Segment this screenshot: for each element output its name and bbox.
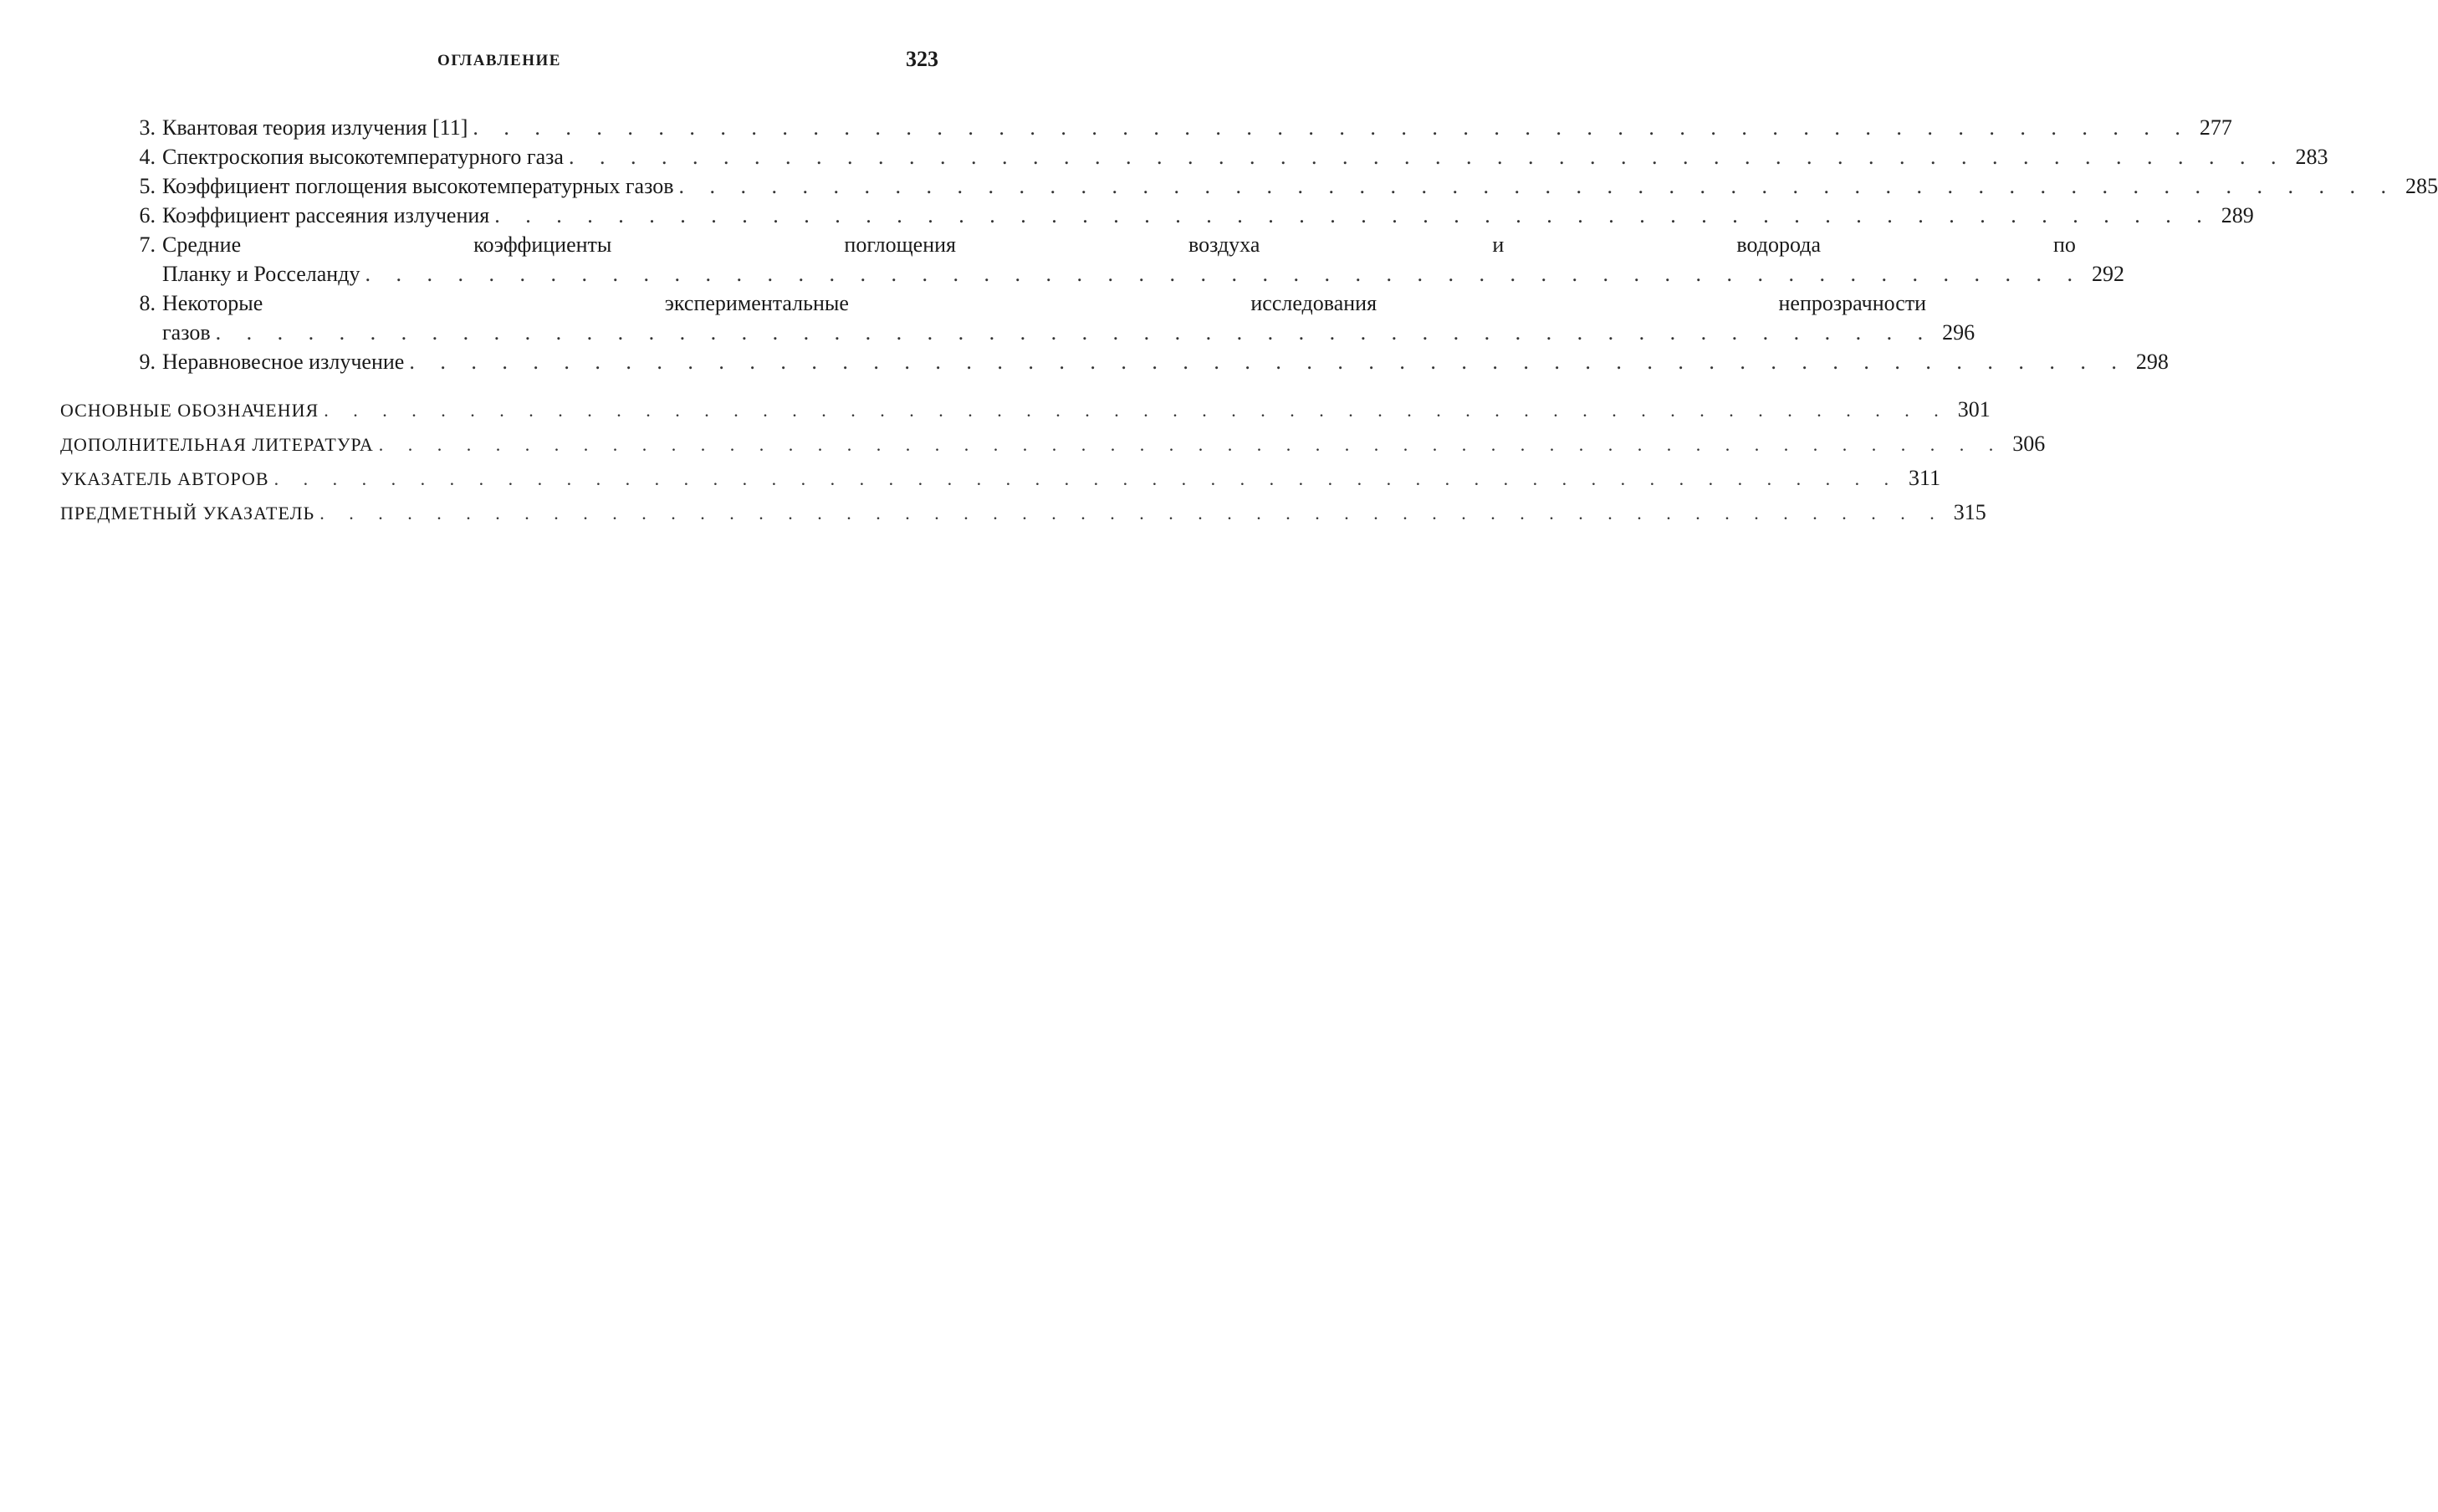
dot-leader	[678, 171, 2396, 201]
entry-title: Спектроскопия высокотемпературного газа	[162, 145, 564, 169]
section-page: 315	[1953, 500, 1986, 524]
running-title: ОГЛАВЛЕНИЕ	[437, 52, 561, 69]
toc-section-entry	[60, 498, 1986, 529]
toc-entry	[60, 142, 2328, 171]
dot-leader	[216, 318, 1934, 347]
dot-leader	[569, 142, 2287, 171]
dot-leader	[274, 464, 1899, 494]
entry-number: 6.	[139, 203, 156, 227]
toc-entry	[60, 201, 2254, 230]
section-page: 301	[1957, 397, 1991, 421]
running-head	[60, 47, 938, 80]
toc-section-entry	[60, 463, 1941, 494]
entry-title: Коэффициент рассеяния излучения	[162, 203, 490, 227]
entry-title-line-1: Средние коэффициенты поглощения воздуха и водорода по	[162, 232, 2076, 257]
entry-title-line-2: газов	[162, 320, 211, 345]
entry-number: 4.	[139, 145, 156, 169]
dot-leader	[319, 498, 1945, 529]
entry-page: 283	[2295, 145, 2328, 169]
toc-entry	[60, 171, 2438, 201]
dot-leader	[365, 259, 2083, 289]
toc-entry	[60, 230, 2124, 289]
entry-number: 8.	[139, 291, 156, 315]
entry-title: Коэффициент поглощения высокотемпературных газов	[162, 174, 674, 198]
toc-section-entry	[60, 429, 2046, 460]
dot-leader	[494, 201, 2212, 230]
section-title: ПРЕДМЕТНЫЙ УКАЗАТЕЛЬ	[60, 503, 315, 524]
toc-entry	[60, 347, 2169, 376]
entry-title: Неравновесное излучение	[162, 350, 405, 374]
entry-title: Квантовая теория излучения [11]	[162, 115, 468, 140]
toc-section-entry	[60, 395, 1991, 426]
entry-number: 5.	[139, 174, 156, 198]
entry-number: 7.	[139, 232, 156, 257]
entry-page: 277	[2199, 115, 2232, 140]
toc-entry	[60, 289, 1975, 347]
dot-leader	[379, 430, 2004, 460]
table-of-contents	[60, 113, 2438, 532]
dot-leader	[473, 113, 2190, 142]
toc-entry	[60, 113, 2232, 142]
entry-title-line-1: Некоторые экспериментальные исследования непрозрачности	[162, 291, 1927, 315]
section-page: 311	[1909, 466, 1941, 490]
section-title: ОСНОВНЫЕ ОБОЗНАЧЕНИЯ	[60, 400, 319, 421]
dot-leader	[409, 347, 2127, 376]
entry-page: 296	[1942, 320, 1975, 345]
entry-title-line-2: Планку и Росселанду	[162, 262, 360, 286]
entry-page: 289	[2221, 203, 2254, 227]
entry-page: 298	[2135, 350, 2169, 374]
section-title: УКАЗАТЕЛЬ АВТОРОВ	[60, 468, 269, 489]
page-number: 323	[906, 47, 938, 71]
entry-page: 285	[2405, 174, 2438, 198]
entry-page: 292	[2091, 262, 2124, 286]
section-page: 306	[2012, 432, 2046, 456]
entry-number: 9.	[139, 350, 156, 374]
dot-leader	[324, 396, 1949, 426]
section-gap	[60, 376, 938, 395]
section-title: ДОПОЛНИТЕЛЬНАЯ ЛИТЕРАТУРА	[60, 434, 374, 455]
entry-number: 3.	[139, 115, 156, 140]
